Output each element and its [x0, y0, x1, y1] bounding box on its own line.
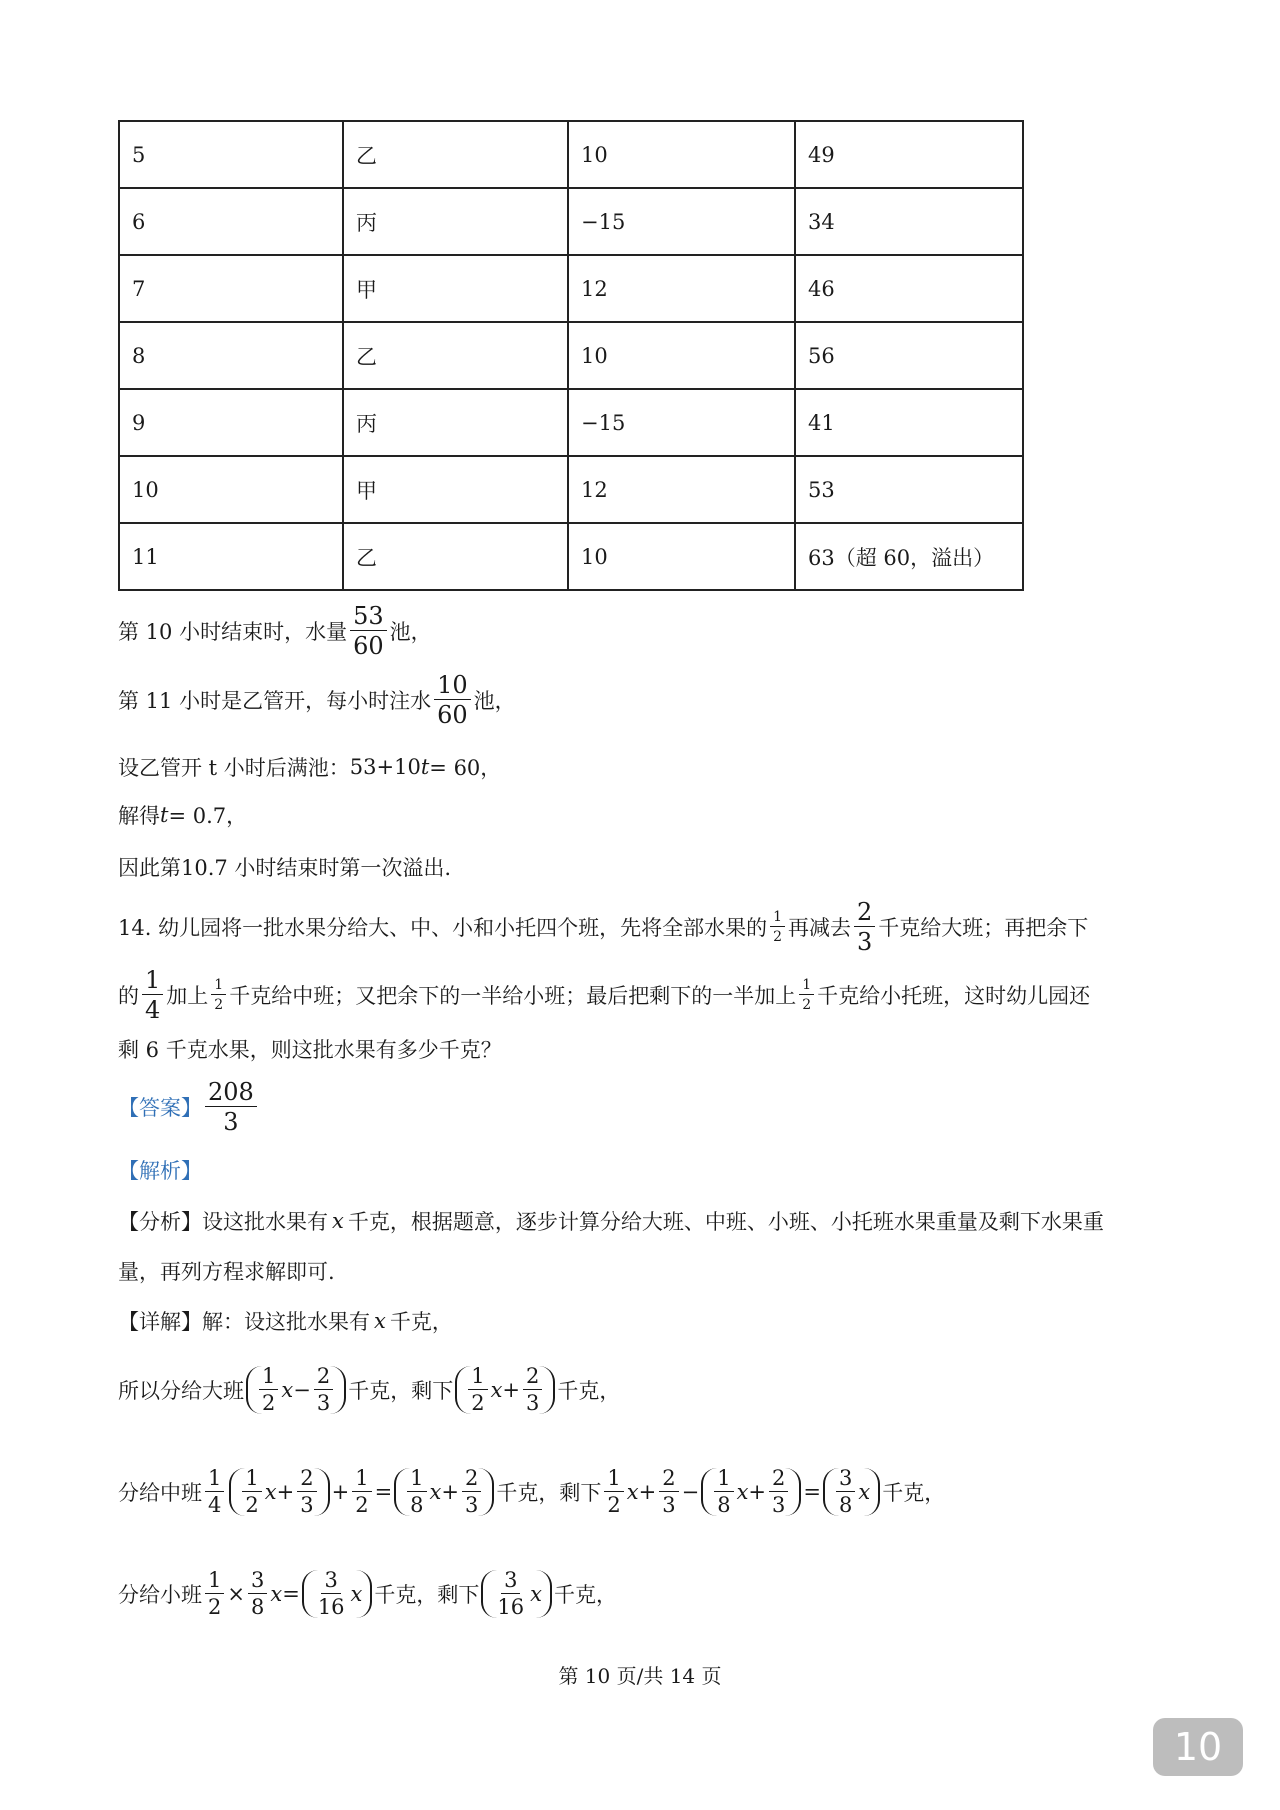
denominator: 8: [839, 1493, 853, 1517]
paren-expression: [229, 1468, 329, 1516]
numerator: 1: [770, 910, 785, 927]
text: 剩下: [411, 1379, 454, 1403]
table-cell: −15: [568, 389, 795, 456]
text: 千克，: [389, 1310, 453, 1334]
numerator: 1: [205, 1468, 224, 1492]
variable: t: [160, 803, 169, 827]
variable: x: [374, 1309, 386, 1333]
table-cell: 10: [568, 322, 795, 389]
numerator: 2: [462, 1468, 481, 1492]
paren-expression: [481, 1570, 552, 1618]
operator: +: [441, 1480, 459, 1504]
table-row: [119, 523, 1023, 590]
fraction-two-thirds: [854, 900, 875, 954]
equation-part: 53+10: [349, 755, 421, 779]
operator: ×: [227, 1582, 245, 1606]
text: 剩下: [437, 1583, 480, 1607]
table-cell: 5: [119, 121, 343, 188]
numerator: 2: [854, 900, 875, 927]
table-cell: 6: [119, 188, 343, 255]
operator: −: [681, 1480, 700, 1504]
xiangjie-line: [118, 1306, 453, 1336]
denominator: 2: [208, 1595, 222, 1619]
fenxi-line-2: [118, 1256, 335, 1286]
text: 的: [118, 984, 139, 1008]
denominator: 3: [662, 1493, 676, 1517]
table-cell: 7: [119, 255, 343, 322]
table-row: [119, 322, 1023, 389]
denominator: 2: [773, 929, 782, 945]
table-cell: 乙: [343, 322, 568, 389]
table-cell: 甲: [343, 255, 568, 322]
paren-expression: [455, 1366, 555, 1414]
xiangjie-label: 【详解】: [118, 1310, 202, 1334]
denominator: 4: [145, 996, 161, 1024]
variable: x: [736, 1480, 749, 1504]
table-row: [119, 188, 1023, 255]
question-14-line-3: [118, 1034, 502, 1064]
text: 千克给小托班，这时幼儿园还: [817, 984, 1091, 1008]
numerator: 1: [468, 1366, 487, 1390]
table-cell: 10: [568, 121, 795, 188]
table-cell: −15: [568, 188, 795, 255]
numerator: 53: [350, 604, 387, 631]
answer-line: [118, 1080, 260, 1134]
numerator: 1: [259, 1366, 278, 1390]
operator: +: [502, 1378, 521, 1402]
text: 14. 幼儿园将一批水果分给大、中、小和小托四个班，先将全部水果的: [118, 916, 768, 940]
variable: x: [270, 1582, 283, 1606]
numerator: 1: [142, 968, 163, 995]
fraction: [494, 1570, 527, 1618]
numerator: 1: [352, 1468, 371, 1492]
fraction-half: [799, 978, 814, 1012]
denominator: 2: [245, 1493, 259, 1517]
fraction: [714, 1468, 733, 1516]
denominator: 4: [208, 1493, 222, 1517]
table-cell: 63（超 60，溢出）: [795, 523, 1023, 590]
operator: +: [331, 1480, 350, 1504]
paren-expression: [701, 1468, 801, 1516]
table-cell: 10: [568, 523, 795, 590]
fraction: [259, 1366, 278, 1414]
denominator: 3: [465, 1493, 479, 1517]
table-row: [119, 456, 1023, 523]
table-cell: 56: [795, 322, 1023, 389]
question-14-line-1: [118, 900, 1088, 954]
solution-line-3: [118, 752, 501, 782]
fraction: [350, 604, 387, 658]
text: 千克，: [374, 1583, 438, 1607]
denominator: 3: [857, 928, 873, 956]
text: 设乙管开 t 小时后满池：: [118, 756, 350, 780]
variable: x: [530, 1582, 542, 1606]
fraction-half: [770, 910, 785, 944]
text: 第 11 小时是乙管开，每小时注水: [118, 689, 432, 713]
table-cell: 8: [119, 322, 343, 389]
denominator: 8: [250, 1595, 265, 1619]
table-cell: 甲: [343, 456, 568, 523]
operator: −: [293, 1378, 311, 1402]
page-footer: 第 10 页/共 14 页: [558, 1664, 722, 1688]
step-zhong-ban: [118, 1468, 945, 1516]
operator: =: [282, 1582, 300, 1606]
text: 千克，: [553, 1583, 617, 1607]
question-14-line-2: [118, 968, 1090, 1022]
text: 千克，根据题意，逐步计算分给大班、中班、小班、小托班水果重量及剩下水果重: [347, 1210, 1104, 1234]
variable: x: [858, 1480, 871, 1504]
denominator: 16: [317, 1595, 345, 1619]
table-cell: 41: [795, 389, 1023, 456]
text: 第 10 小时结束时，水量: [118, 620, 348, 644]
variable: x: [490, 1378, 503, 1402]
operator: =: [374, 1480, 393, 1504]
numerator: 1: [407, 1468, 426, 1492]
text: 池，: [389, 620, 432, 644]
numerator: 1: [242, 1468, 261, 1492]
operator: +: [748, 1480, 767, 1504]
text: 千克，: [557, 1379, 621, 1403]
table-cell: 34: [795, 188, 1023, 255]
paren-expression: [394, 1468, 494, 1516]
text: 剩下: [559, 1481, 602, 1505]
fraction: [242, 1468, 261, 1516]
operator: +: [276, 1480, 295, 1504]
solution-line-2: [118, 673, 516, 727]
fraction: [523, 1366, 542, 1414]
table-row: [119, 389, 1023, 456]
text: 千克给中班；又把余下的一半给小班；最后把剩下的一半加上: [229, 984, 797, 1008]
step-da-ban: [118, 1366, 620, 1414]
paren-expression: [246, 1366, 346, 1414]
fraction: [434, 673, 471, 727]
variable: x: [350, 1582, 363, 1606]
fraction: [205, 1570, 224, 1618]
text: 加上: [166, 984, 209, 1008]
numerator: 3: [501, 1570, 520, 1594]
table-cell: 9: [119, 389, 343, 456]
numerator: 1: [211, 978, 226, 995]
solution-line-4: [118, 800, 247, 830]
numerator: 2: [314, 1366, 333, 1390]
fraction: [314, 1366, 333, 1414]
analysis-heading: [118, 1155, 202, 1185]
table-cell: 乙: [343, 523, 568, 590]
solution-line-1: [118, 604, 432, 658]
text: 再减去: [788, 916, 851, 940]
table-cell: 10: [119, 456, 343, 523]
fraction: [462, 1468, 481, 1516]
fraction: [604, 1468, 623, 1516]
text: 千克，: [496, 1481, 560, 1505]
text: 千克给大班；再把余下: [878, 916, 1089, 940]
denominator: 2: [262, 1391, 276, 1415]
variable: x: [332, 1209, 344, 1233]
denominator: 3: [526, 1391, 540, 1415]
numerator: 3: [248, 1570, 267, 1594]
solution-line-5: [118, 852, 451, 882]
answer-label: 【答案】: [118, 1096, 202, 1120]
equation-part: = 60，: [429, 756, 502, 780]
step-xiao-ban: [118, 1570, 617, 1618]
numerator: 1: [799, 978, 814, 995]
numerator: 1: [205, 1570, 224, 1594]
paren-expression: [823, 1468, 880, 1516]
text: 池，: [473, 689, 516, 713]
text: 所以分给大班: [118, 1379, 244, 1403]
variable: x: [264, 1480, 277, 1504]
denominator: 8: [717, 1493, 731, 1517]
fraction-quarter: [142, 968, 163, 1022]
fraction: [659, 1468, 678, 1516]
denominator: 2: [802, 997, 812, 1013]
text: 解：设这批水果有: [202, 1310, 370, 1334]
water-table: [118, 120, 1024, 591]
numerator: 10: [434, 673, 471, 700]
text: 分给中班: [118, 1481, 202, 1505]
text: 千克，: [348, 1379, 412, 1403]
table-cell: 53: [795, 456, 1023, 523]
denominator: 3: [772, 1493, 786, 1517]
operator: +: [638, 1480, 657, 1504]
denominator: 60: [353, 632, 384, 660]
text: = 0.7，: [168, 804, 248, 828]
text: 解得: [118, 804, 160, 828]
water-table-body: [119, 121, 1023, 590]
table-cell: 丙: [343, 389, 568, 456]
denominator: 16: [497, 1595, 525, 1619]
table-cell: 12: [568, 255, 795, 322]
numerator: 2: [297, 1468, 316, 1492]
numerator: 2: [769, 1468, 788, 1492]
page-number-badge[interactable]: 10: [1153, 1718, 1243, 1776]
fraction: [248, 1570, 267, 1618]
fraction-half: [211, 978, 226, 1012]
operator: =: [803, 1480, 821, 1504]
text: 因此第10.7 小时结束时第一次溢出.: [118, 856, 452, 880]
numerator: 1: [604, 1468, 623, 1492]
answer-fraction: [205, 1080, 257, 1134]
fraction: [297, 1468, 316, 1516]
fraction: [468, 1366, 487, 1414]
text: 分给小班: [118, 1583, 202, 1607]
variable: x: [281, 1378, 294, 1402]
variable: x: [429, 1480, 442, 1504]
fraction: [836, 1468, 855, 1516]
table-cell: 49: [795, 121, 1023, 188]
fraction: [352, 1468, 371, 1516]
analysis-label: 【解析】: [118, 1159, 202, 1183]
fraction: [407, 1468, 426, 1516]
fenxi-line-1: [118, 1206, 1104, 1236]
denominator: 2: [214, 997, 224, 1013]
numerator: 1: [714, 1468, 733, 1492]
numerator: 2: [523, 1366, 542, 1390]
variable: x: [626, 1480, 639, 1504]
table-row: [119, 121, 1023, 188]
table-cell: 乙: [343, 121, 568, 188]
denominator: 3: [316, 1391, 331, 1415]
numerator: 3: [836, 1468, 855, 1492]
table-row: [119, 255, 1023, 322]
text: 设这批水果有: [202, 1210, 328, 1234]
variable: t: [420, 755, 430, 779]
fraction: [205, 1468, 224, 1516]
denominator: 2: [471, 1391, 485, 1415]
numerator: 2: [659, 1468, 678, 1492]
table-cell: 46: [795, 255, 1023, 322]
fraction: [315, 1570, 348, 1618]
text: 量，再列方程求解即可.: [118, 1260, 335, 1284]
table-cell: 丙: [343, 188, 568, 255]
denominator: 60: [437, 701, 468, 729]
table-cell: 11: [119, 523, 343, 590]
fraction: [769, 1468, 788, 1516]
denominator: 3: [300, 1493, 314, 1517]
text: 剩 6 千克水果，则这批水果有多少千克？: [118, 1038, 502, 1062]
denominator: 2: [355, 1493, 369, 1517]
numerator: 3: [321, 1570, 340, 1594]
fenxi-label: 【分析】: [118, 1210, 202, 1234]
denominator: 8: [410, 1493, 424, 1517]
paren-expression: [302, 1570, 373, 1618]
table-cell: 12: [568, 456, 795, 523]
text: 千克，: [882, 1481, 946, 1505]
denominator: 3: [223, 1108, 239, 1136]
numerator: 208: [205, 1080, 257, 1107]
denominator: 2: [607, 1493, 621, 1517]
